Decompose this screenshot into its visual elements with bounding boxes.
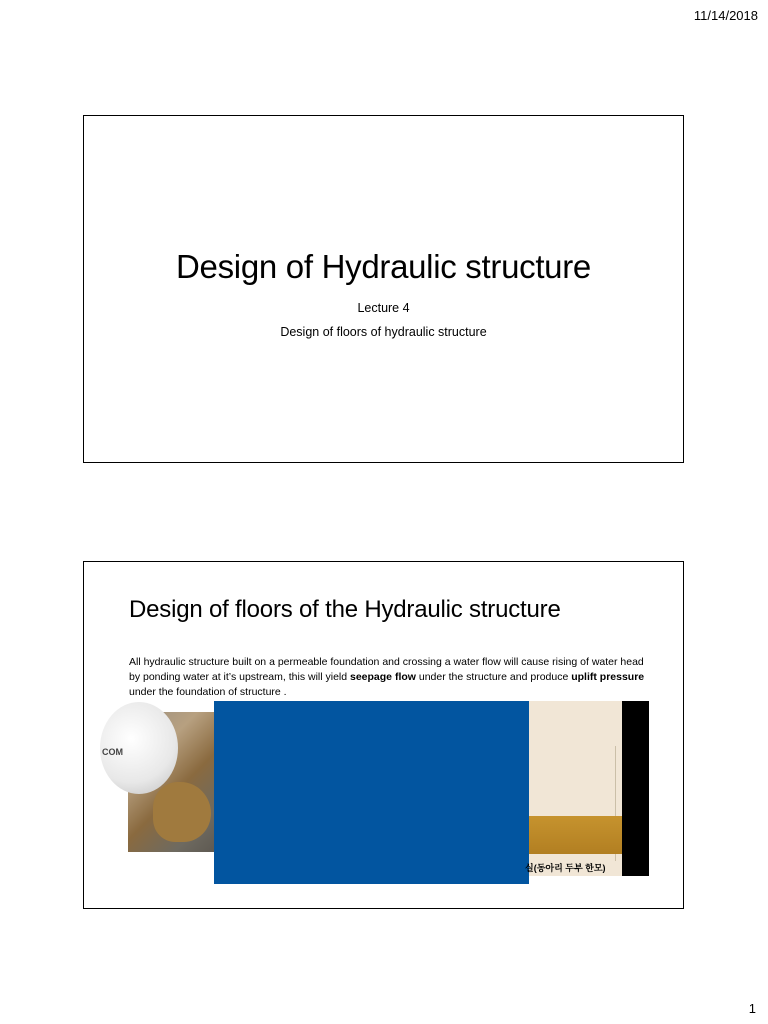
body-text-segment: under the structure and produce [415,671,572,683]
blue-placeholder-box [214,701,529,884]
date-header: 11/14/2018 [693,8,758,23]
title-slide [83,115,684,463]
slide-subtitle: Design of floors of hydraulic structure [280,325,487,339]
body-text-segment: All hydraulic structure built on a permeable foundation and crossing a water flow will cause rising of water head by ponding water at it’s upstream, this will yield [129,656,644,683]
helmet-image [100,702,178,794]
helmet-label: COM [102,747,123,757]
sand-layer [529,816,622,854]
black-bar [622,701,649,876]
content-slide [83,561,684,909]
rock-image [153,782,211,842]
body-bold-term: uplift pressure [571,671,645,683]
sand-tank-photo [525,701,622,876]
photo-caption: 실(동아리 두부 한모) [525,863,606,873]
slide-heading: Design of floors of the Hydraulic structure [129,596,561,623]
body-text-segment: under the foundation of structure . [129,686,287,698]
seepage-photo-left [102,712,220,852]
slide-body-text [129,655,649,700]
lecture-number: Lecture 4 [357,301,410,315]
body-bold-term: seepage flow [350,671,416,683]
page-number: 1 [748,1001,756,1016]
slide-title: Design of Hydraulic structure [176,248,591,285]
